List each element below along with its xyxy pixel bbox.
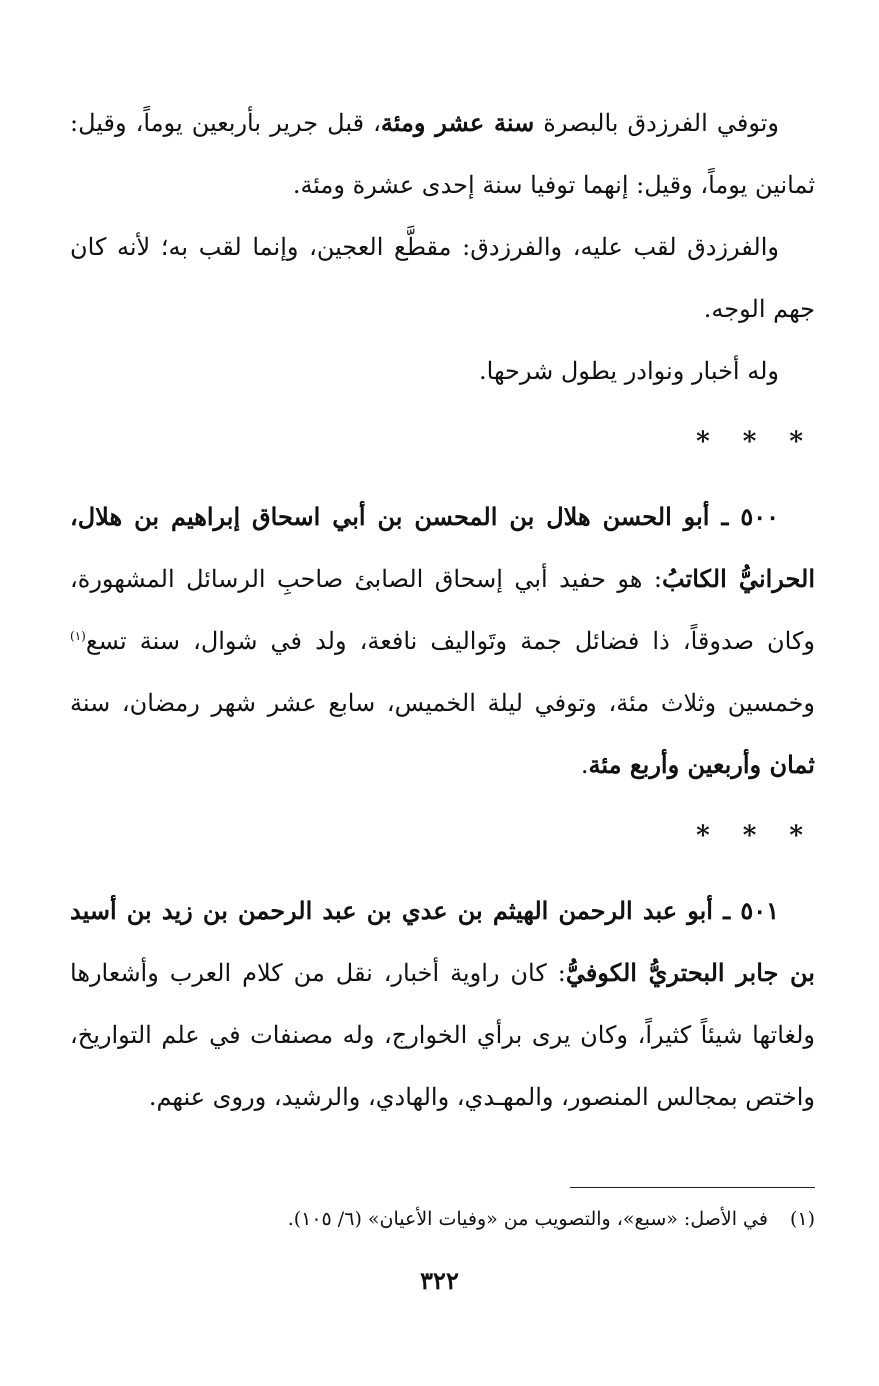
page-number: ٣٢٢	[420, 1266, 459, 1295]
footnote-divider	[570, 1187, 815, 1188]
entry-heading: ٥٠١ ـ أبو عبد الرحمن الهيثم بن عدي بن عبد الرحمن بن زيد بن أسيد بن جابر البحتريُّ الكوفيُّ	[70, 896, 815, 987]
paragraph-farazdaq-death	[70, 92, 815, 216]
entry-text: .	[580, 751, 589, 779]
paragraph-text: وتوفي الفرزدق بالبصرة	[534, 109, 779, 137]
footnote-number: (١)	[789, 1208, 815, 1230]
footnote	[70, 1203, 815, 1235]
paragraph-farazdaq-news: وله أخبار ونوادر يطول شرحها.	[479, 357, 779, 385]
footnote-reference[interactable]: (١)	[70, 629, 86, 643]
section-separator: * * *	[696, 821, 815, 851]
entry-500	[70, 486, 815, 796]
paragraph-text: ، قبل جرير بأربعين يوماً، وقيل: ثمانين يوماً، وقيل: إنهما توفيا سنة إحدى عشرة ومئة.	[70, 109, 815, 199]
main-text	[70, 92, 815, 1128]
entry-text: وخمسين وثلاث مئة، وتوفي ليلة الخميس، سابع عشر شهر رمضان، سنة	[70, 689, 815, 717]
entry-text: : كان راوية أخبار، نقل من كلام العرب وأشعارها ولغاتها شيئاً كثيراً، وكان يرى برأي الخوارج، وله مصنفات في علم التواريخ، واختص بمجالس المنصور، والمهـدي، والهادي، والرشيد، وروى عنهم.	[70, 959, 815, 1111]
bold-date: سنة عشر ومئة	[380, 108, 535, 137]
paragraph-farazdaq-nickname: والفرزدق لقب عليه، والفرزدق: مقطَّع العجين، وإنما لقب به؛ لأنه كان جهم الوجه.	[70, 233, 815, 323]
section-separator: * * *	[696, 427, 815, 457]
footnote-text: في الأصل: «سبع»، والتصويب من «وفيات الأعيان» (٦/ ١٠٥).	[287, 1208, 768, 1230]
entry-text: : هو حفيد أبي إسحاق الصابئ صاحبِ الرسائل المشهورة، وكان صدوقاً، ذا فضائل جمة وتَواليف نافعة، ولد في شوال، سنة تسع	[70, 565, 815, 655]
entry-heading: ٥٠٠ ـ أبو الحسن هلال بن المحسن بن أبي اسحاق إبراهيم بن هلال، الحرانيُّ الكاتبُ	[70, 502, 816, 593]
bold-date: ثمان وأربعين وأربع مئة	[588, 750, 815, 779]
entry-501	[70, 880, 815, 1128]
